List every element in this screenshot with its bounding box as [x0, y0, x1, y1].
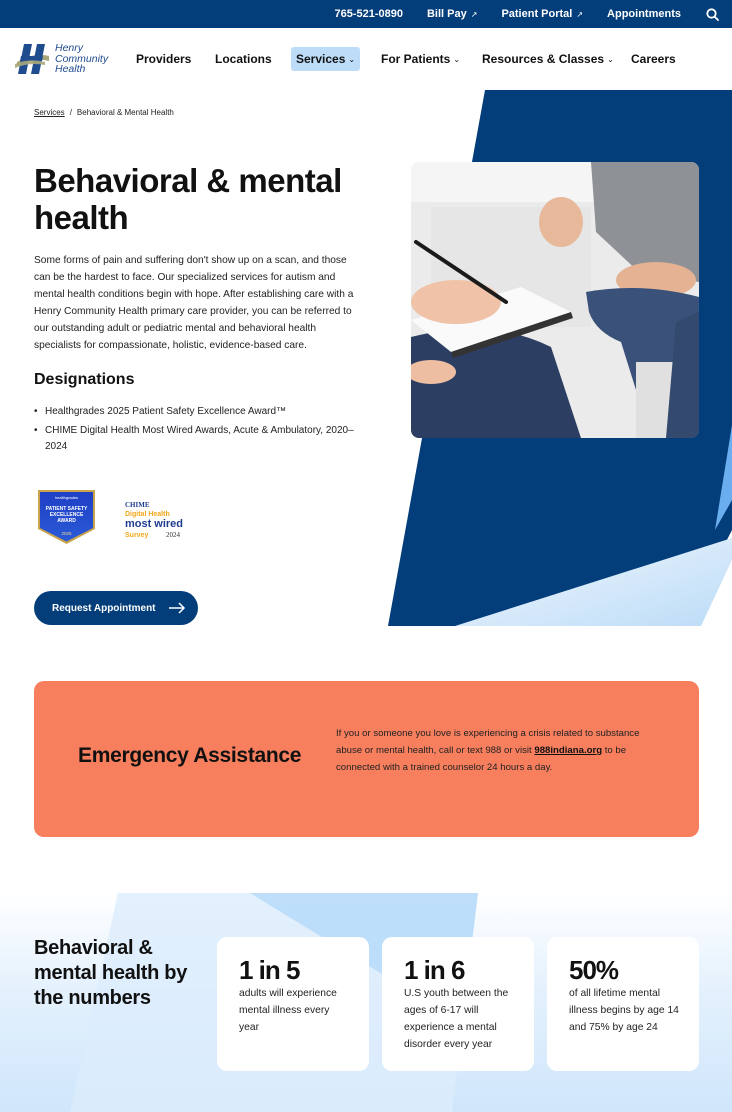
svg-text:most wired: most wired — [125, 518, 183, 530]
svg-text:AWARD: AWARD — [57, 518, 76, 524]
svg-text:Digital Health: Digital Health — [125, 511, 170, 518]
appointments-label: Appointments — [607, 8, 681, 20]
emergency-assistance-panel — [34, 681, 699, 837]
stat-description: of all lifetime mental illness begins by age 14 and 75% by age 24 — [569, 988, 679, 1033]
emergency-text-before: If you or someone you love is experiencing a crisis related to substance abuse or mental health, call or text 988 or visit — [336, 728, 640, 756]
intro-paragraph: Some forms of pain and suffering don't show up on a scan, and those can be the hardest to face. Our specialized services for autism and mental health conditions begin with hope. After establishing care with a Henry Community Health primary care provider, you can be referred to our outstanding adult or pediatric mental and behavioral health specialists for compassionate, holistic, evidence-based care. — [34, 255, 354, 351]
chevron-down-icon: ⌄ — [348, 54, 356, 64]
988indiana-link[interactable]: 988indiana.org — [534, 745, 603, 756]
external-link-icon: ↗ — [576, 9, 584, 19]
cta-label: Request Appointment — [52, 602, 156, 614]
nav-item-services[interactable] — [291, 47, 360, 71]
svg-text:healthgrades: healthgrades — [54, 495, 79, 500]
phone-number: 765-521-0890 — [334, 8, 403, 20]
svg-text:PATIENT SAFETY: PATIENT SAFETY — [45, 506, 88, 512]
stat-value: 1 in 6 — [404, 955, 465, 985]
stat-card — [217, 937, 369, 1071]
patient-portal-label: Patient Portal — [501, 8, 573, 20]
designation-item: • Healthgrades 2025 Patient Safety Excellence Award™ — [34, 404, 374, 420]
bill-pay-label: Bill Pay — [426, 8, 467, 20]
breadcrumb-link-services[interactable]: Services — [34, 108, 65, 117]
nav-label: Resources & Classes — [482, 52, 605, 66]
svg-text:2025: 2025 — [61, 531, 72, 536]
page-title: Behavioral & mental health — [34, 162, 342, 236]
search-icon — [706, 8, 719, 21]
chime-most-wired-badge — [122, 497, 192, 541]
emergency-title: Emergency Assistance — [78, 744, 302, 767]
designation-item: • CHIME Digital Health Most Wired Awards, Acute & Ambulatory, 2020–2024 — [34, 423, 374, 455]
chevron-down-icon: ⌄ — [453, 54, 461, 64]
main-nav — [0, 28, 732, 90]
chevron-down-icon: ⌄ — [607, 54, 614, 64]
stat-value: 1 in 5 — [239, 955, 300, 985]
request-appointment-button[interactable] — [34, 591, 198, 625]
breadcrumb-current: Behavioral & Mental Health — [76, 108, 174, 117]
nav-item-careers[interactable] — [626, 47, 681, 71]
nav-item-locations[interactable] — [210, 47, 277, 71]
svg-text:Survey: Survey — [125, 532, 149, 539]
nav-item-providers[interactable] — [131, 47, 196, 71]
breadcrumb — [34, 108, 174, 117]
photo-illustration — [411, 162, 699, 438]
nav-item-resources-classes[interactable] — [477, 47, 619, 71]
nav-label: Careers — [631, 52, 676, 66]
emergency-text — [336, 725, 661, 776]
stat-description: U.S youth between the ages of 6-17 will experience a mental disorder every year — [404, 988, 509, 1050]
nav-label: Services — [296, 52, 346, 66]
svg-text:EXCELLENCE: EXCELLENCE — [49, 512, 84, 518]
stat-description: adults will experience mental illness every year — [239, 988, 337, 1033]
appointments-link[interactable] — [607, 8, 681, 20]
designations-heading: Designations — [34, 371, 135, 388]
nav-label: Providers — [136, 52, 192, 66]
healthgrades-award-badge — [37, 489, 96, 545]
breadcrumb-separator: / — [69, 108, 72, 117]
stat-value: 50% — [569, 955, 619, 985]
svg-text:CHIME: CHIME — [125, 501, 150, 509]
emergency-text-after: to be connected with a trained counselor 24 hours a day. — [336, 745, 627, 773]
external-link-icon: ↗ — [470, 9, 478, 19]
nav-item-for-patients[interactable] — [376, 47, 465, 71]
nav-label: Locations — [215, 52, 272, 66]
svg-text:2024: 2024 — [166, 531, 180, 539]
search-button[interactable] — [705, 7, 719, 21]
stats-title: Behavioral & mental health by the numbers — [34, 937, 188, 1009]
logo-mark-icon — [15, 42, 51, 76]
bill-pay-link[interactable] — [427, 8, 477, 20]
arrow-right-icon — [168, 601, 186, 615]
logo-text — [55, 43, 108, 75]
logo-line-3: Health — [55, 63, 86, 76]
logo-line-1: Henry — [55, 42, 84, 55]
utility-bar — [0, 0, 732, 28]
hero-photo-therapy-session — [411, 162, 699, 438]
nav-label: For Patients — [381, 52, 451, 66]
patient-portal-link[interactable] — [501, 8, 583, 20]
stat-card — [382, 937, 534, 1071]
stat-card — [547, 937, 699, 1071]
logo-line-2: Community — [55, 52, 109, 65]
designations-list — [34, 404, 374, 458]
logo[interactable] — [15, 41, 120, 77]
phone-link[interactable] — [334, 8, 403, 20]
